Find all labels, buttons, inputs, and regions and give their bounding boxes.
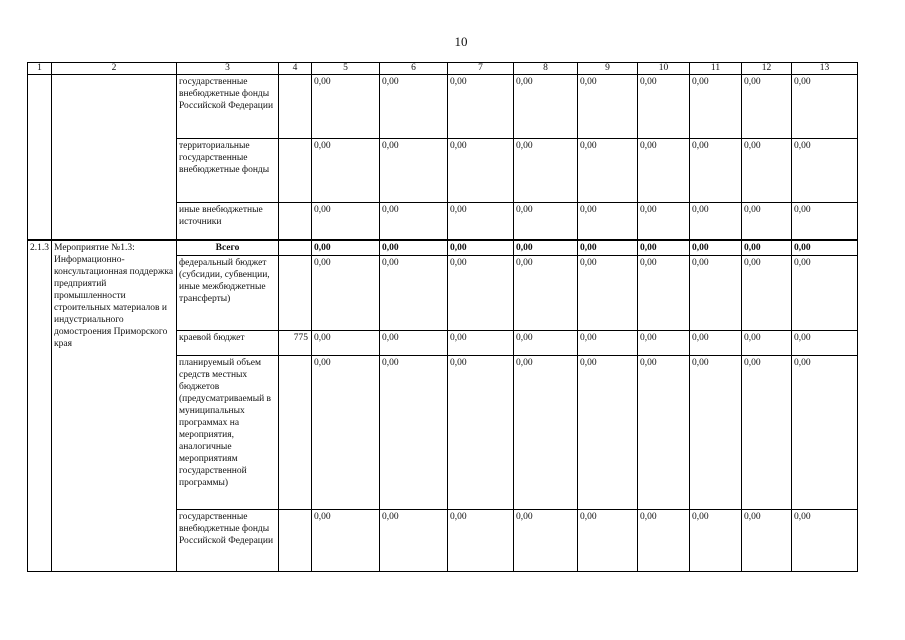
value-cell: 0,00 bbox=[690, 255, 742, 330]
value-cell: 0,00 bbox=[380, 509, 448, 571]
value-cell: 0,00 bbox=[514, 255, 578, 330]
code-cell bbox=[279, 355, 312, 509]
value-cell: 0,00 bbox=[312, 330, 380, 355]
value-cell: 0,00 bbox=[578, 203, 638, 240]
column-header: 3 bbox=[177, 63, 279, 75]
value-cell: 0,00 bbox=[514, 355, 578, 509]
value-cell: 0,00 bbox=[638, 255, 690, 330]
value-cell: 0,00 bbox=[514, 139, 578, 203]
value-cell: 0,00 bbox=[312, 255, 380, 330]
value-cell: 0,00 bbox=[312, 75, 380, 139]
column-header: 11 bbox=[690, 63, 742, 75]
column-header: 2 bbox=[52, 63, 177, 75]
code-cell bbox=[279, 75, 312, 139]
value-cell: 0,00 bbox=[578, 509, 638, 571]
code-cell bbox=[279, 509, 312, 571]
budget-table bbox=[27, 62, 858, 572]
value-cell: 0,00 bbox=[578, 330, 638, 355]
row-number-cell bbox=[28, 75, 52, 240]
value-cell: 0,00 bbox=[638, 330, 690, 355]
value-cell: 0,00 bbox=[638, 240, 690, 256]
value-cell: 0,00 bbox=[448, 203, 514, 240]
value-cell: 0,00 bbox=[578, 255, 638, 330]
funding-source-cell: краевой бюджет bbox=[177, 330, 279, 355]
value-cell: 0,00 bbox=[792, 75, 858, 139]
value-cell: 0,00 bbox=[448, 240, 514, 256]
value-cell: 0,00 bbox=[792, 509, 858, 571]
value-cell: 0,00 bbox=[448, 75, 514, 139]
value-cell: 0,00 bbox=[514, 509, 578, 571]
value-cell: 0,00 bbox=[448, 330, 514, 355]
value-cell: 0,00 bbox=[514, 75, 578, 139]
value-cell: 0,00 bbox=[690, 139, 742, 203]
column-header: 13 bbox=[792, 63, 858, 75]
value-cell: 0,00 bbox=[792, 139, 858, 203]
value-cell: 0,00 bbox=[514, 240, 578, 256]
value-cell: 0,00 bbox=[742, 139, 792, 203]
funding-source-cell: государственные внебюджетные фонды Российской Федерации bbox=[177, 75, 279, 139]
code-cell: 775 bbox=[279, 330, 312, 355]
funding-source-cell: территориальные государственные внебюджетные фонды bbox=[177, 139, 279, 203]
value-cell: 0,00 bbox=[448, 139, 514, 203]
code-cell bbox=[279, 203, 312, 240]
value-cell: 0,00 bbox=[690, 355, 742, 509]
value-cell: 0,00 bbox=[312, 240, 380, 256]
code-cell bbox=[279, 139, 312, 203]
code-cell bbox=[279, 240, 312, 256]
value-cell: 0,00 bbox=[638, 203, 690, 240]
column-header: 12 bbox=[742, 63, 792, 75]
value-cell: 0,00 bbox=[578, 355, 638, 509]
column-header-row bbox=[28, 63, 858, 75]
funding-source-cell: Всего bbox=[177, 240, 279, 256]
table-row-total bbox=[28, 240, 858, 256]
value-cell: 0,00 bbox=[514, 203, 578, 240]
column-header: 7 bbox=[448, 63, 514, 75]
value-cell: 0,00 bbox=[742, 255, 792, 330]
column-header: 1 bbox=[28, 63, 52, 75]
value-cell: 0,00 bbox=[380, 330, 448, 355]
value-cell: 0,00 bbox=[742, 75, 792, 139]
value-cell: 0,00 bbox=[380, 139, 448, 203]
value-cell: 0,00 bbox=[380, 255, 448, 330]
value-cell: 0,00 bbox=[792, 330, 858, 355]
value-cell: 0,00 bbox=[380, 203, 448, 240]
value-cell: 0,00 bbox=[742, 330, 792, 355]
value-cell: 0,00 bbox=[792, 355, 858, 509]
column-header: 6 bbox=[380, 63, 448, 75]
value-cell: 0,00 bbox=[792, 203, 858, 240]
value-cell: 0,00 bbox=[312, 139, 380, 203]
value-cell: 0,00 bbox=[638, 139, 690, 203]
column-header: 8 bbox=[514, 63, 578, 75]
measure-title-cell bbox=[52, 75, 177, 240]
value-cell: 0,00 bbox=[448, 255, 514, 330]
value-cell: 0,00 bbox=[380, 355, 448, 509]
measure-number-cell: 2.1.3 bbox=[28, 240, 52, 572]
value-cell: 0,00 bbox=[690, 75, 742, 139]
value-cell: 0,00 bbox=[312, 203, 380, 240]
value-cell: 0,00 bbox=[690, 203, 742, 240]
value-cell: 0,00 bbox=[638, 509, 690, 571]
value-cell: 0,00 bbox=[448, 355, 514, 509]
value-cell: 0,00 bbox=[638, 355, 690, 509]
value-cell: 0,00 bbox=[742, 203, 792, 240]
funding-source-cell: федеральный бюджет (субсидии, субвенции, иные межбюджетные трансферты) bbox=[177, 255, 279, 330]
funding-source-cell: иные внебюджетные источники bbox=[177, 203, 279, 240]
value-cell: 0,00 bbox=[312, 355, 380, 509]
page-number: 10 bbox=[454, 34, 468, 49]
value-cell: 0,00 bbox=[742, 240, 792, 256]
code-cell bbox=[279, 255, 312, 330]
value-cell: 0,00 bbox=[380, 240, 448, 256]
value-cell: 0,00 bbox=[578, 139, 638, 203]
value-cell: 0,00 bbox=[792, 240, 858, 256]
value-cell: 0,00 bbox=[380, 75, 448, 139]
value-cell: 0,00 bbox=[690, 509, 742, 571]
value-cell: 0,00 bbox=[690, 330, 742, 355]
value-cell: 0,00 bbox=[638, 75, 690, 139]
table-row bbox=[28, 75, 858, 139]
column-header: 4 bbox=[279, 63, 312, 75]
value-cell: 0,00 bbox=[792, 255, 858, 330]
column-header: 10 bbox=[638, 63, 690, 75]
value-cell: 0,00 bbox=[742, 355, 792, 509]
value-cell: 0,00 bbox=[690, 240, 742, 256]
value-cell: 0,00 bbox=[578, 75, 638, 139]
measure-title-cell: Мероприятие №1.3: Информационно-консультационная поддержка предприятий промышленности строительных материалов и индустриального домостроения Приморского края bbox=[52, 240, 177, 572]
value-cell: 0,00 bbox=[312, 509, 380, 571]
value-cell: 0,00 bbox=[742, 509, 792, 571]
value-cell: 0,00 bbox=[514, 330, 578, 355]
value-cell: 0,00 bbox=[448, 509, 514, 571]
column-header: 9 bbox=[578, 63, 638, 75]
column-header: 5 bbox=[312, 63, 380, 75]
funding-source-cell: планируемый объем средств местных бюджетов (предусматриваемый в муниципальных программах на мероприятия, аналогичные мероприятиям государственной программы) bbox=[177, 355, 279, 509]
value-cell: 0,00 bbox=[578, 240, 638, 256]
funding-source-cell: государственные внебюджетные фонды Российской Федерации bbox=[177, 509, 279, 571]
